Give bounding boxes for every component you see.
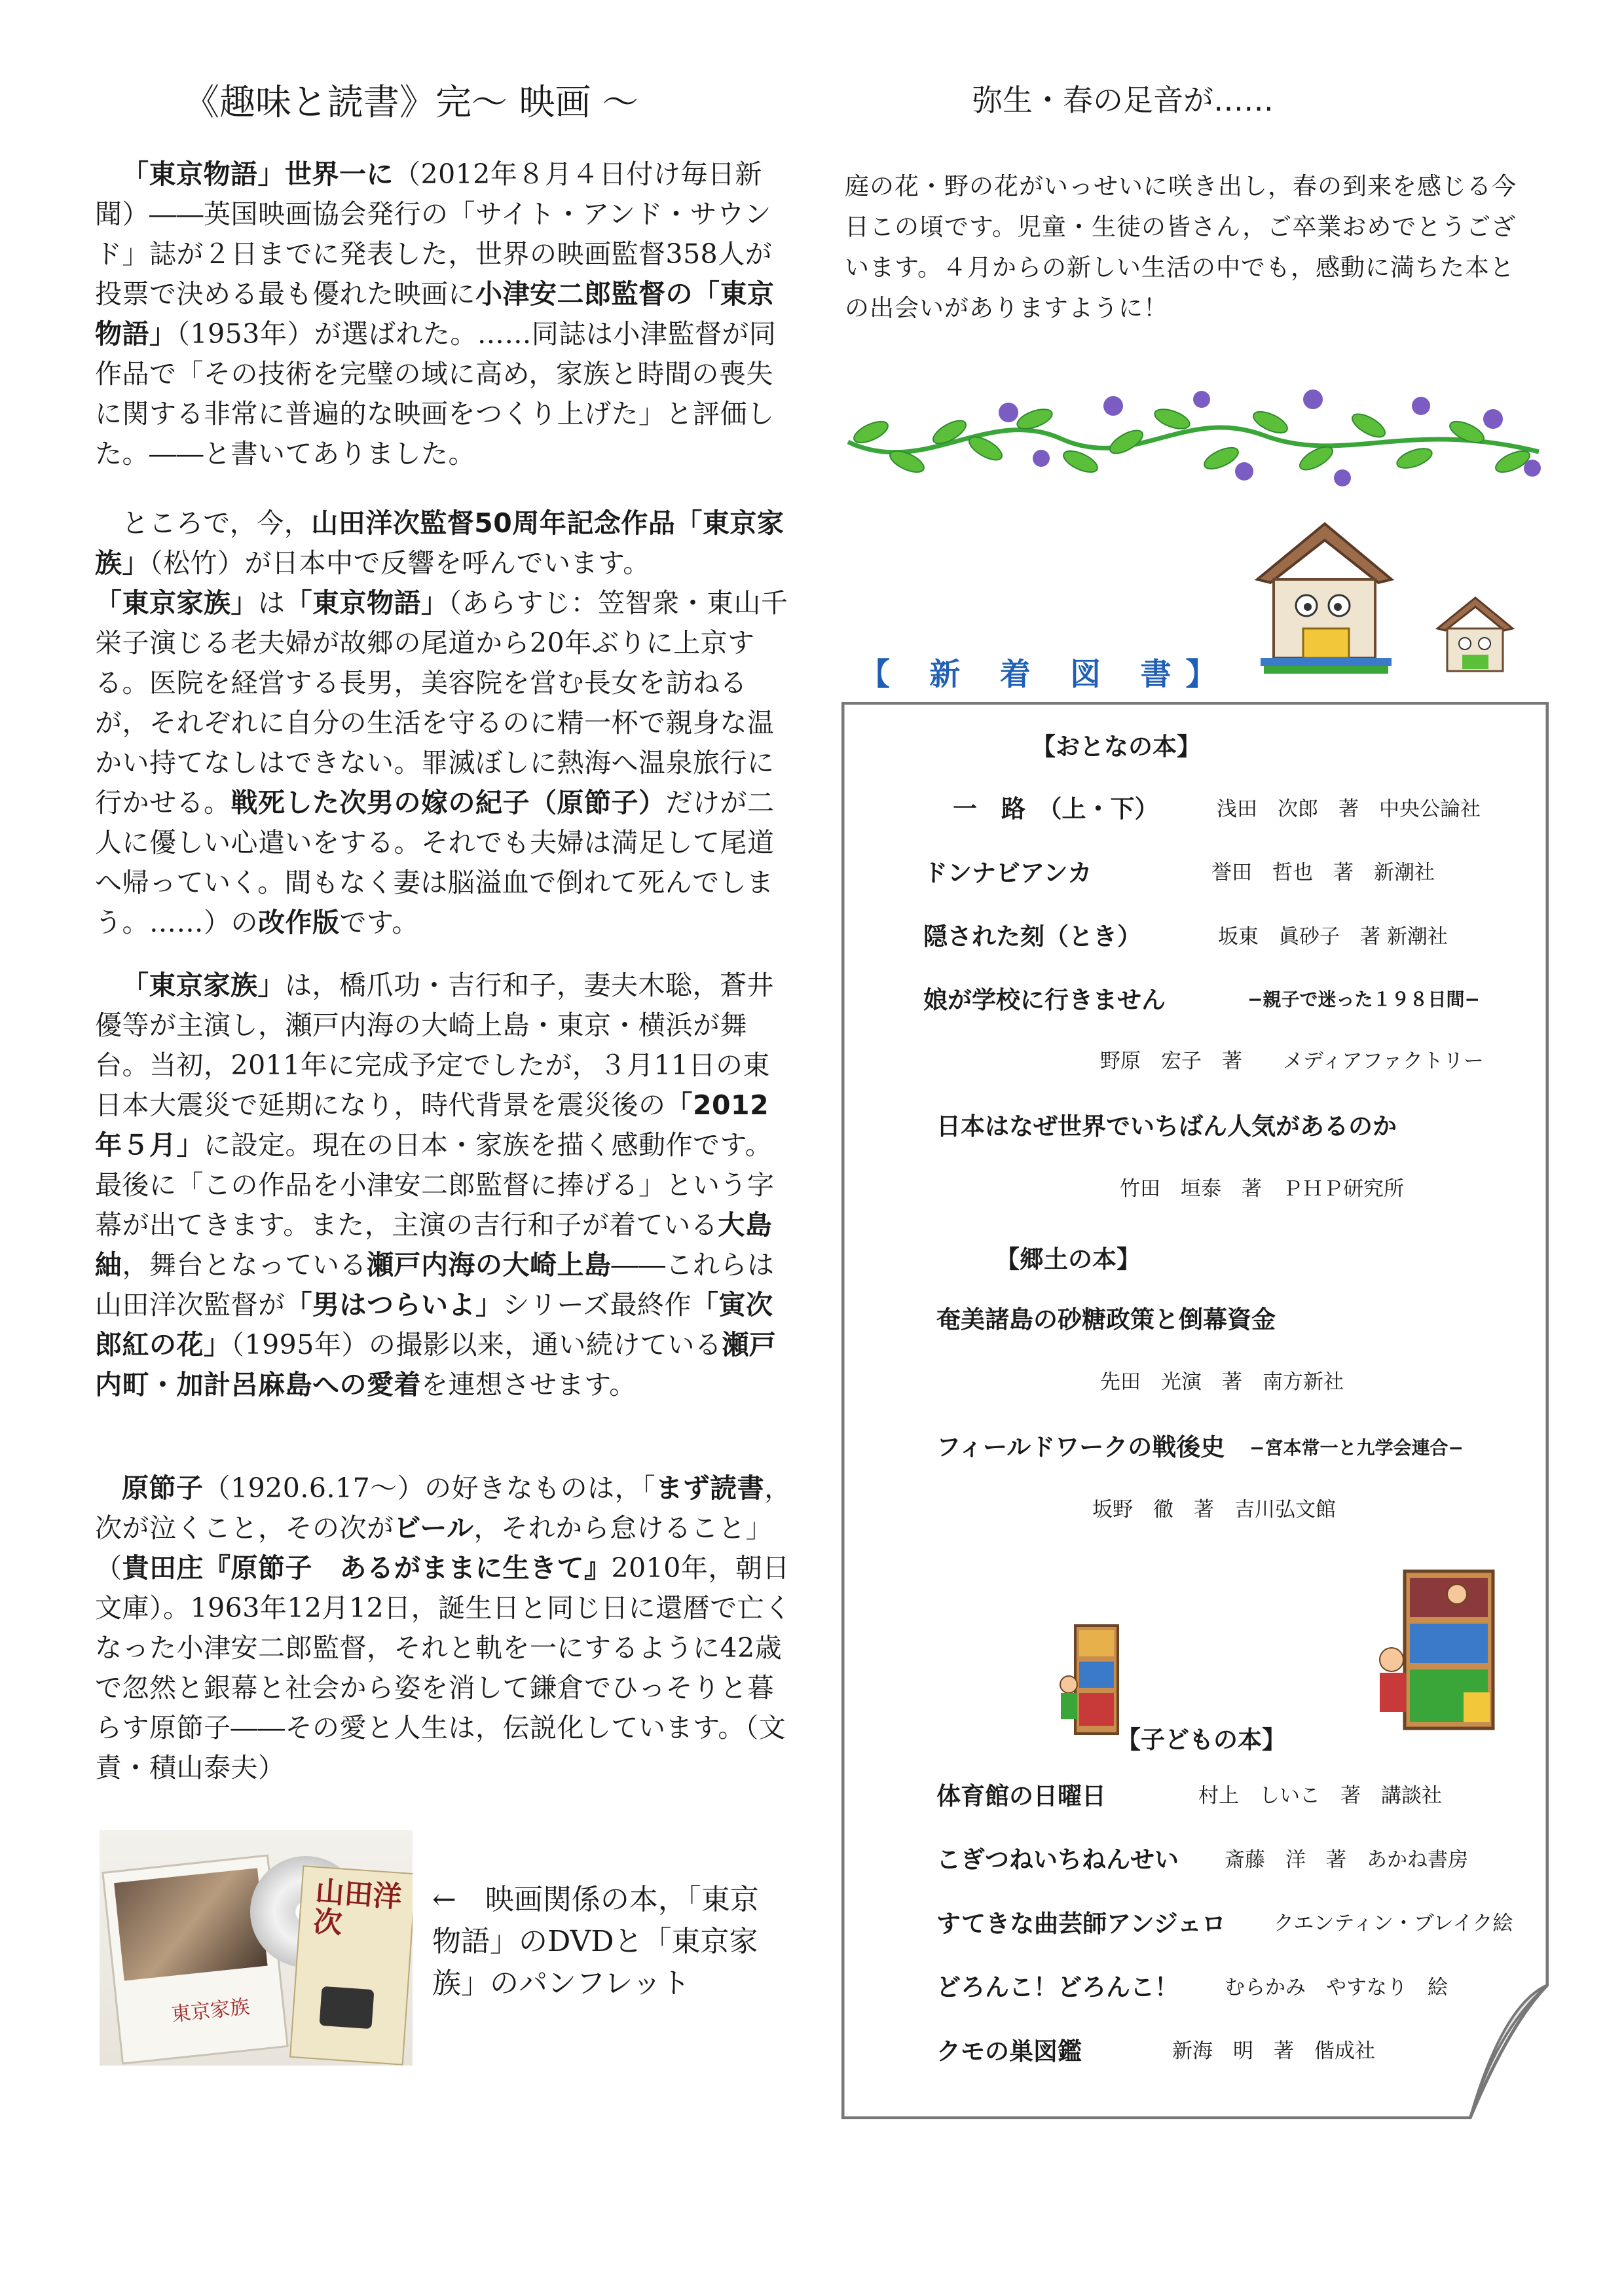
body-text: ――これらは山田洋次監督が xyxy=(95,1249,775,1321)
body-text: 2010年，朝日文庫）。1963年12月12日，誕生日と同じ日に還暦で亡くなった小津安二郎監督，それと軌を一にするように42歳で忽然と銀幕と社会から姿を消して鎌倉でひっそりと暮らす原節子――その愛と人生は，伝説化しています。（文責・積山泰夫） xyxy=(95,1552,792,1783)
emphasis-text: 原節子 xyxy=(122,1472,204,1504)
children-books-heading: 【子どもの本】 xyxy=(1116,1726,1286,1754)
emphasis-text: 貴田庄『原節子 あるがままに生きて』 xyxy=(122,1552,612,1584)
body-text: です。 xyxy=(339,907,419,938)
dvd-cover-label: 東京家族 xyxy=(170,1995,251,2027)
pamphlet-title: 山田洋次 xyxy=(312,1874,403,1941)
body-text: （1953年）が選ばれた。……同誌は小津監督が同作品で「その技術を完璧の域に高め，家族と時間の喪失に関する非常に普遍的な映画をつくり上げた」と評価した。――と書いてありました。 xyxy=(95,318,777,469)
body-text: は xyxy=(258,587,286,619)
body-text: は，橋爪功・吉行和子，妻夫木聡，蒼井優等が主演し，瀬戸内海の大崎上島・東京・横浜が舞台。当初，2011年に完成予定でしたが，３月11日の東日本大震災で延期になり，時代背景を震災後の xyxy=(95,970,774,1121)
emphasis-text: 瀬戸内海の大崎上島 xyxy=(367,1249,612,1281)
book-author: 坂野 徹 著 吉川弘文館 xyxy=(1092,1498,1336,1522)
book-author: 誉田 哲也 著 新潮社 xyxy=(1211,861,1435,884)
emphasis-text: 「寅次郎紅の花」 xyxy=(95,1289,773,1360)
article-paragraph-2 xyxy=(95,503,792,943)
book-subtitle: −宮本常一と九学会連合− xyxy=(1249,1437,1464,1459)
book-author: 新海 明 著 偕成社 xyxy=(1172,2039,1375,2063)
body-text: （2012年８月４日付け毎日新聞）――英国映画協会発行の「サイト・アンド・サウンド」誌が２日までに発表した，世界の映画監督358人が投票で決める最も優れた映画に xyxy=(95,158,773,310)
small-reading-house-icon xyxy=(1431,592,1519,681)
emphasis-text: 戦死した次男の嫁の紀子（原節子） xyxy=(231,787,666,818)
book-author: 斎藤 洋 著 あかね書房 xyxy=(1225,1848,1468,1872)
body-text: シリーズ最終作 xyxy=(502,1289,692,1321)
book-author: 竹田 垣泰 著 ＰＨＰ研究所 xyxy=(1120,1177,1404,1201)
photo-caption: ← 映画関係の本，「東京物語」のDVDと「東京家族」のパンフレット xyxy=(432,1883,759,2000)
emphasis-text: 山田洋次監督50周年記念作品「東京家族」 xyxy=(95,507,784,579)
bookshelf-kid-icon xyxy=(1056,1622,1121,1737)
emphasis-text: 「東京物語」世界一に xyxy=(122,158,394,190)
flower-vine-decoration xyxy=(845,380,1545,491)
pamphlet xyxy=(289,1865,413,2065)
book-title: 娘が学校に行きません xyxy=(923,986,1166,1014)
spring-greeting: 庭の花・野の花がいっせいに咲き出し，春の到来を感じる今日この頃です。児童・生徒の皆さん，ご卒業おめでとうございます。４月からの新しい生活の中でも，感動に満ちた本との出会いがありますように！ xyxy=(845,172,1517,322)
book-subtitle: −親子で迷った１９８日間− xyxy=(1247,989,1480,1010)
body-text: を連想させます。 xyxy=(421,1369,637,1400)
book-title: どろんこ！どろんこ！ xyxy=(936,1973,1179,2001)
book-title: 一 路 （上・下） xyxy=(953,795,1159,823)
book-author: 村上 しいこ 著 講談社 xyxy=(1198,1784,1442,1808)
emphasis-text: 「東京家族」 xyxy=(122,970,285,1001)
movie-items-photo xyxy=(100,1830,413,2066)
body-text: （1920.6.17～）の好きなものは，「 xyxy=(203,1472,656,1504)
book-title: 日本はなぜ世界でいちばん人気があるのか xyxy=(936,1112,1397,1140)
right-column-title: 弥生・春の足音が‥‥‥ xyxy=(972,82,1274,118)
emphasis-text: 「東京家族」 xyxy=(95,587,258,619)
adult-books-heading: 【おとなの本】 xyxy=(1031,733,1201,761)
left-column-title: 《趣味と読書》完～ 映画 ～ xyxy=(183,81,638,123)
body-text: だけが二人に優しい心遣いをする。それでも夫婦は満足して尾道へ帰っていく。間もなく妻は脳溢血で倒れて死んでしまう。……）の xyxy=(95,787,775,938)
book-title: ドンナビアンカ xyxy=(923,859,1092,887)
dvd-cover-picture xyxy=(114,1868,267,1980)
book-title: 奄美諸島の砂糖政策と倒幕資金 xyxy=(936,1305,1276,1334)
article-paragraph-1 xyxy=(95,155,792,474)
body-text: （1995年）の撮影以来，通い続けている xyxy=(231,1329,722,1360)
new-books-heading: 【 新 着 図 書】 xyxy=(859,657,1231,693)
body-text: に設定。現在の日本・家族を描く感動作です。最後に「この作品を小津安二郎監督に捧げる」という字幕が出てきます。また，主演の吉行和子が着ている xyxy=(95,1129,775,1241)
article-paragraph-4 xyxy=(95,1468,792,1788)
book-author: 先田 光演 著 南方新社 xyxy=(1100,1370,1344,1394)
emphasis-text: 瀬戸内町・加計呂麻島への愛着 xyxy=(95,1329,777,1400)
emphasis-text: 大島紬 xyxy=(95,1209,773,1281)
bookshelf-kids-icon xyxy=(1365,1568,1496,1732)
book-author: 坂東 眞砂子 著 新潮社 xyxy=(1218,925,1448,949)
book-author: 浅田 次郎 著 中央公論社 xyxy=(1217,797,1481,821)
emphasis-text: 改作版 xyxy=(258,907,340,938)
emphasis-text: 「東京物語」 xyxy=(285,587,449,619)
book-title: 体育館の日曜日 xyxy=(936,1782,1106,1810)
body-text: ，次が泣くこと，その次が xyxy=(95,1472,792,1544)
emphasis-text: ビール xyxy=(394,1512,474,1544)
book-title: クモの巣図鑑 xyxy=(936,2037,1082,2066)
book-title: こぎつねいちねんせい xyxy=(936,1846,1179,1874)
body-text: ところで，今， xyxy=(122,507,312,539)
book-title: 隠された刻（とき） xyxy=(923,922,1141,951)
emphasis-text: 小津安二郎監督の「東京物語」 xyxy=(95,278,775,350)
emphasis-text: まず読書 xyxy=(655,1472,765,1504)
book-title: すてきな曲芸師アンジェロ xyxy=(936,1910,1226,1938)
body-text: ，それから怠けること」（ xyxy=(95,1512,773,1584)
emphasis-text: 「男はつらいよ」 xyxy=(285,1289,503,1321)
local-books-heading: 【郷土の本】 xyxy=(995,1245,1141,1273)
article-paragraph-3 xyxy=(95,966,792,1405)
book-title: フィールドワークの戦後史 xyxy=(936,1433,1225,1461)
book-author: むらかみ やすなり 絵 xyxy=(1225,1976,1448,1999)
book-author: クエンティン・ブレイク絵 xyxy=(1274,1912,1513,1935)
body-text: （松竹）が日本中で反響を呼んでいます。 xyxy=(149,547,650,579)
reading-house-icon xyxy=(1247,517,1401,681)
body-text: ，舞台となっている xyxy=(122,1249,367,1281)
movie-camera-icon xyxy=(319,1986,374,2029)
emphasis-text: 「2012年５月」 xyxy=(95,1089,769,1161)
book-author: 野原 宏子 著 メディアファクトリー xyxy=(1100,1049,1484,1073)
body-text: （あらすじ：笠智衆・東山千栄子演じる老夫婦が故郷の尾道から20年ぶりに上京する。医院を経営する長男，美容院を営む長女を訪ねるが，それぞれに自分の生活を守るのに精一杯で親身な温かい持てなしはできない。罪滅ぼしに熱海へ温泉旅行に行かせる。 xyxy=(95,587,788,818)
